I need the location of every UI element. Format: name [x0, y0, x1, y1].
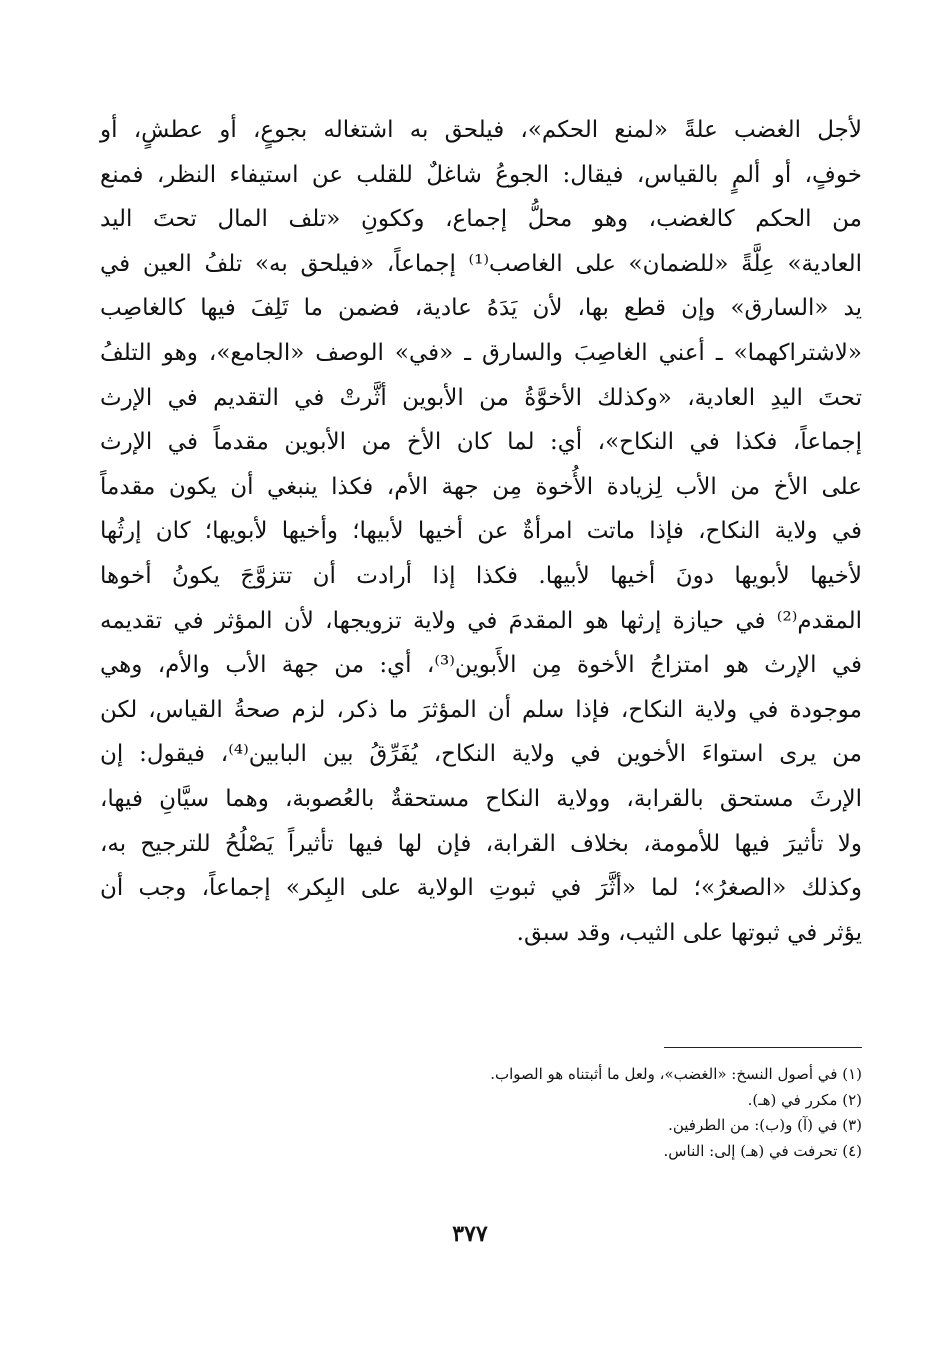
text-line: المقدم⁽²⁾ في حيازة إرثها هو المقدمَ في ولاية تزويجها، لأن المؤثر في تقديمه	[100, 607, 862, 634]
text-line: من الحكم كالغضب، وهو محلُّ إجماع، وككونِ «تلف المال تحتَ اليد	[100, 206, 862, 233]
text-line: لأجل الغضب علةً «لمنع الحكم»، فيلحق به اشتغاله بجوعٍ، أو عطشٍ، أو	[100, 117, 862, 143]
body-text	[100, 108, 862, 955]
text-line: ولا تأثيرَ فيها للأمومة، بخلاف القرابة، فإن لها فيها تأثيراً يَصْلُحُ للترجيح به،	[100, 830, 862, 857]
text-line: من يرى استواءَ الأخوين في ولاية النكاح، يُفَرِّقُ بين البابين⁽⁴⁾، فيقول: إن	[100, 741, 862, 768]
text-line: على الأخ من الأب لِزيادة الأُخوة مِن جهة الأم، فكذا ينبغي أن يكون مقدماً	[100, 473, 862, 500]
text-line: تحتَ اليدِ العادية، «وكذلك الأخوَّةُ من الأبوين أثَّرتْ في التقديم في الإرث	[100, 384, 862, 411]
text-line: العادية» عِلَّةً «للضمان» على الغاصب⁽¹⁾ إجماعاً، «فيلحق به» تلفُ العين في	[100, 250, 863, 277]
text-line: في ولاية النكاح، فإذا ماتت امرأةٌ عن أخيها لأبيها؛ وأخيها لأبويها؛ كان إرثُها	[100, 518, 862, 545]
footnotes	[360, 1062, 862, 1164]
text-line: يؤثر في ثبوتها على الثيب، وقد سبق.	[516, 919, 862, 946]
text-line: «لاشتراكهما» ـ أعني الغاصِبَ والسارق ـ «في» الوصف «الجامع»، وهو التلفُ	[100, 339, 862, 366]
footnote-divider	[664, 1047, 862, 1048]
footnote: (٣) في (آ) و(ب): من الطرفين.	[668, 1116, 862, 1134]
text-line: موجودة في ولاية النكاح، فإذا سلم أن المؤثرَ ما ذكر، لزم صحةُ القياس، لكن	[100, 696, 862, 723]
text-line: في الإرث هو امتزاجُ الأخوة مِن الأَبوين⁽³⁾، أي: من جهة الأب والأم، وهي	[100, 652, 862, 679]
text-line: خوفٍ، أو ألمٍ بالقياس، فيقال: الجوعُ شاغلٌ للقلب عن استيفاء النظر، فمنع	[100, 161, 862, 188]
text-line: إجماعاً، فكذا في النكاح»، أي: لما كان الأخ من الأبوين مقدماً في الإرث	[100, 429, 862, 456]
text-line: وكذلك «الصغرُ»؛ لما «أثَّرَ في ثبوتِ الولاية على البِكر» إجماعاً، وجب أن	[100, 875, 862, 902]
text-line: يد «السارق» وإن قطع بها، لأن يَدَهُ عادية، فضمن ما تَلِفَ فيها كالغاصِب	[100, 295, 862, 322]
footnote: (١) في أصول النسخ: «الغضب»، ولعل ما أثبتناه هو الصواب.	[490, 1065, 862, 1083]
text-line: لأخيها لأبويها دونَ أخيها لأبيها. فكذا إذا أرادت أن تتزوَّجَ يكونُ أخوها	[100, 562, 862, 589]
footnote: (٤) تحرفت في (هـ) إلى: الناس.	[663, 1141, 862, 1160]
page-number: ٣٧٧	[452, 1221, 488, 1247]
text-line: الإرثَ مستحق بالقرابة، وولاية النكاح مستحقةٌ بالعُصوبة، وهما سيَّانِ فيها،	[100, 785, 862, 812]
footnote: (٢) مكرر في (هـ).	[747, 1090, 862, 1109]
